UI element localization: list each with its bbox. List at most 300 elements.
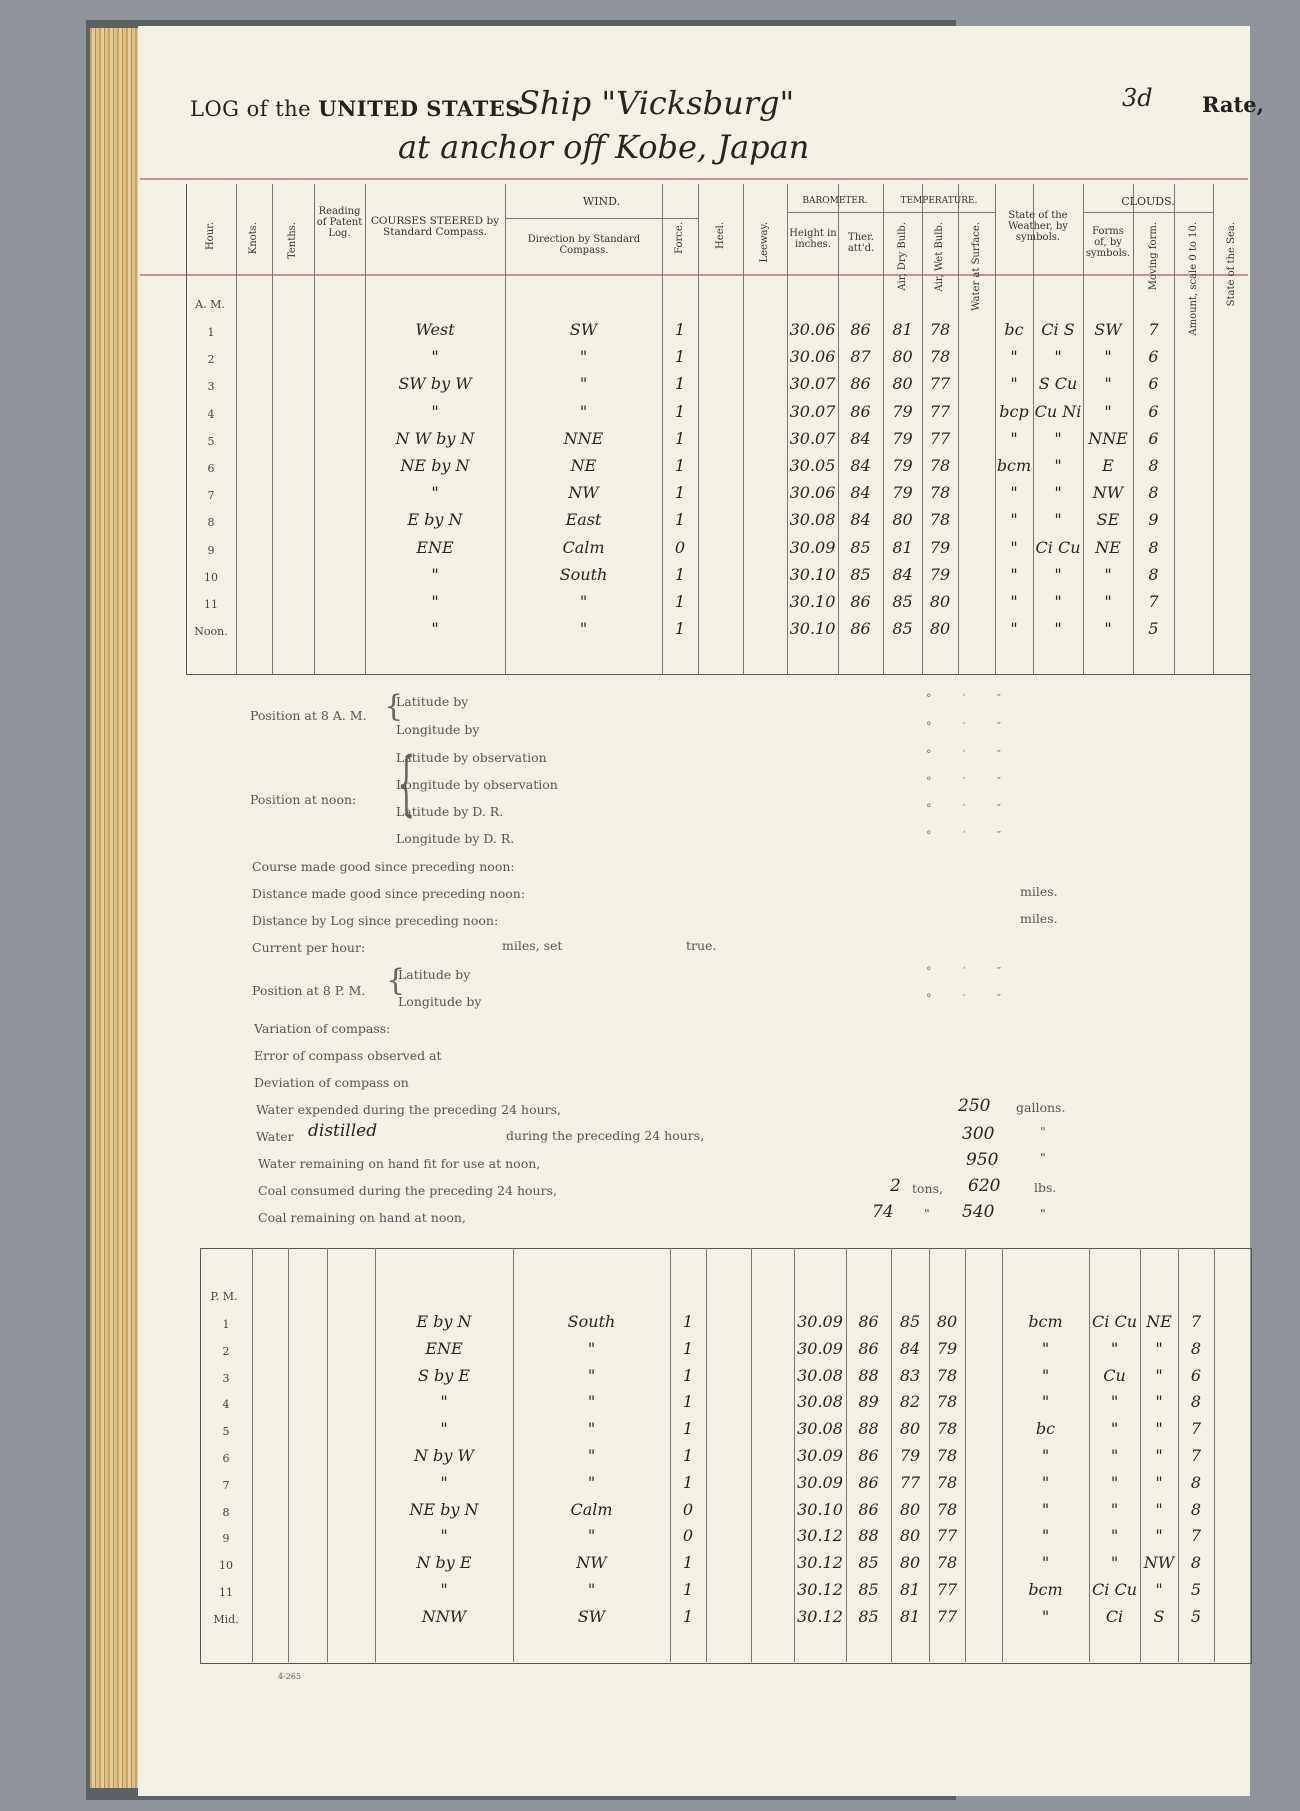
am-cell-moving: " [1104, 564, 1112, 584]
water-expended-value: 250 [958, 1096, 991, 1116]
water-distilled-ditto: " [1040, 1124, 1046, 1139]
pm-cell-amount: 7 [1190, 1419, 1202, 1439]
pm-column-rule [327, 1248, 328, 1662]
am-cell-height: 30.08 [789, 510, 836, 530]
water-remaining-label: Water remaining on hand fit for use at noon, [258, 1156, 541, 1171]
pm-cell-wet: 78 [936, 1392, 958, 1412]
am-cell-force: 1 [674, 428, 686, 448]
am-cell-ther: 87 [850, 347, 871, 367]
pm-cell-weather: " [1041, 1606, 1050, 1626]
am-cell-forms: Ci S [1041, 320, 1075, 339]
am-cell-dir: East [565, 510, 602, 530]
pm-cell-dir: " [587, 1472, 596, 1492]
distance-made-good: Distance made good since preceding noon: [252, 886, 526, 901]
pm-cell-dry: 83 [899, 1365, 921, 1385]
pm-cell-ther: 86 [858, 1472, 879, 1492]
pm-column-rule [706, 1248, 707, 1662]
pm-cell-dir: NW [576, 1553, 607, 1573]
pm-cell-weather: " [1041, 1392, 1050, 1412]
pm-cell-amount: 7 [1190, 1526, 1202, 1546]
am-label: A. M. [195, 298, 225, 311]
pm-cell-wet: 78 [936, 1419, 958, 1439]
lat-obs-noon: Latitude by observation [396, 750, 547, 765]
am-column-rule [1213, 184, 1214, 674]
pm-cell-force: 1 [682, 1365, 694, 1385]
pm-cell-course: N by E [416, 1553, 472, 1573]
pm-cell-amount: 6 [1190, 1365, 1202, 1385]
pm-cell-force: 1 [682, 1446, 694, 1465]
am-cell-ther: 84 [850, 483, 871, 503]
am-column-rule [272, 184, 273, 674]
coal-consumed-tons-unit: tons, [912, 1181, 943, 1196]
am-cell-amount: 6 [1148, 347, 1159, 367]
am-cell-dir: South [559, 564, 608, 584]
pm-cell-height: 30.09 [797, 1312, 843, 1331]
pm-cell-weather: " [1041, 1499, 1050, 1519]
am-cell-amount: 6 [1148, 374, 1159, 394]
header-temperature: TEMPERATURE. [900, 196, 978, 206]
am-cell-dry: 81 [892, 537, 913, 557]
pm-cell-wet: 78 [936, 1499, 958, 1519]
pm-cell-course: " [440, 1472, 448, 1492]
am-cell-weather: " [1010, 347, 1018, 367]
pm-cell-amount: 8 [1190, 1553, 1202, 1573]
pm-hour-label: 6 [222, 1452, 230, 1465]
am-cell-ther: 84 [850, 510, 871, 530]
am-table-bottom [186, 674, 1250, 675]
am-cell-height: 30.10 [789, 564, 836, 584]
pm-cell-amount: 5 [1190, 1606, 1202, 1626]
pm-cell-amount: 8 [1190, 1499, 1202, 1519]
header-courses: COURSES STEERED by Standard Compass. [370, 215, 500, 238]
pm-cell-ther: 86 [858, 1312, 879, 1331]
water-expended-label: Water expended during the preceding 24 hours, [256, 1102, 562, 1117]
pm-cell-dry: 79 [899, 1446, 921, 1465]
ship-location: at anchor off Kobe, Japan [398, 128, 810, 166]
header-heel: Heel. [714, 222, 726, 249]
brace-8pm: { [386, 963, 406, 998]
pm-cell-moving: " [1155, 1365, 1163, 1385]
pm-cell-dry: 80 [899, 1419, 921, 1439]
log-title: LOG of the UNITED STATES [190, 96, 521, 121]
brace-noon: { [397, 742, 416, 824]
am-cell-height: 30.06 [789, 483, 836, 503]
pm-cell-ther: 86 [858, 1446, 879, 1465]
am-hour-label: 3 [207, 380, 215, 394]
am-cell-force: 1 [674, 564, 686, 584]
am-cell-amount: 8 [1148, 537, 1159, 557]
pm-cell-force: 1 [682, 1580, 694, 1599]
am-cell-dry: 85 [892, 619, 913, 639]
am-cell-weather: " [1010, 564, 1018, 584]
current-miles-set: miles, set [502, 938, 563, 953]
am-cell-height: 30.06 [789, 347, 836, 367]
pm-cell-forms: " [1110, 1446, 1119, 1465]
pm-cell-height: 30.09 [797, 1472, 843, 1492]
pm-cell-force: 1 [682, 1392, 694, 1412]
water-gallons: gallons. [1016, 1100, 1066, 1115]
header-height: Height in inches. [789, 228, 837, 250]
am-hour-label: 1 [207, 326, 215, 339]
pm-cell-forms: " [1110, 1472, 1119, 1492]
am-cell-weather: bc [1004, 320, 1024, 339]
pm-cell-wet: 78 [936, 1553, 958, 1573]
pm-cell-dir: " [587, 1446, 596, 1465]
pm-cell-course: N by W [414, 1446, 474, 1465]
am-cell-forms: " [1054, 510, 1062, 530]
am-cell-wet: 78 [929, 510, 951, 530]
lat-dr-noon: Latitude by D. R. [396, 804, 504, 819]
pm-cell-weather: " [1041, 1365, 1050, 1385]
am-cell-weather: " [1010, 510, 1018, 530]
am-cell-force: 1 [674, 619, 686, 639]
pm-cell-course: NE by N [409, 1499, 479, 1519]
pm-cell-height: 30.08 [797, 1419, 843, 1439]
pm-cell-height: 30.09 [797, 1338, 843, 1358]
pm-cell-height: 30.12 [797, 1526, 843, 1546]
am-cell-course: " [431, 619, 439, 639]
am-cell-force: 1 [674, 401, 686, 421]
pm-cell-course: " [440, 1580, 448, 1599]
am-cell-force: 1 [674, 510, 686, 530]
am-cell-dir: " [579, 592, 588, 611]
pm-cell-force: 1 [682, 1338, 694, 1358]
coal-remaining-ditto: " [924, 1206, 930, 1221]
am-cell-ther: 85 [850, 537, 871, 557]
deviation-of-compass: Deviation of compass on [254, 1075, 409, 1090]
am-hour-label: 4 [207, 407, 215, 421]
am-cell-dry: 79 [892, 483, 913, 503]
pm-column-rule [288, 1248, 289, 1662]
pm-column-rule [965, 1248, 966, 1662]
am-cell-force: 1 [674, 592, 686, 611]
pm-cell-forms: Ci Cu [1092, 1312, 1137, 1331]
pm-cell-forms: " [1110, 1392, 1119, 1412]
am-cell-ther: 86 [850, 320, 871, 339]
am-column-rule [1174, 184, 1175, 674]
am-cell-moving: " [1104, 401, 1112, 421]
rate-number: 3d [1122, 84, 1153, 112]
am-cell-moving: " [1104, 592, 1112, 611]
clouds-group-rule [1083, 212, 1213, 213]
pm-cell-forms: Ci Cu [1092, 1580, 1137, 1599]
pm-cell-amount: 8 [1190, 1392, 1202, 1412]
pm-cell-dir: South [567, 1312, 616, 1331]
baro-temp-group-rule [787, 212, 995, 213]
pm-hour-label: 5 [222, 1425, 230, 1439]
water-distilled-value: 300 [962, 1124, 995, 1144]
am-cell-height: 30.09 [789, 537, 836, 557]
am-cell-moving: SE [1096, 510, 1120, 530]
am-cell-weather: " [1010, 374, 1018, 394]
am-cell-dir: NW [568, 483, 599, 503]
pm-cell-amount: 8 [1190, 1472, 1202, 1492]
pm-cell-force: 1 [682, 1606, 694, 1626]
pm-cell-forms: " [1110, 1419, 1119, 1439]
am-cell-wet: 80 [929, 592, 951, 611]
pm-cell-weather: bcm [1028, 1580, 1063, 1599]
am-cell-wet: 79 [929, 564, 951, 584]
pm-cell-height: 30.12 [797, 1553, 843, 1573]
am-cell-force: 1 [674, 320, 686, 339]
am-cell-ther: 84 [850, 456, 871, 475]
am-cell-moving: " [1104, 347, 1112, 367]
am-cell-ther: 86 [850, 374, 871, 394]
water-word: Water [256, 1129, 294, 1144]
header-hour: Hour. [205, 222, 216, 251]
pm-cell-amount: 7 [1190, 1446, 1202, 1465]
brace-8am: { [384, 689, 404, 724]
am-cell-amount: 5 [1148, 619, 1159, 639]
am-cell-forms: " [1054, 428, 1062, 448]
am-cell-amount: 8 [1148, 564, 1159, 584]
pm-hour-label: 11 [219, 1586, 233, 1599]
distance-log-miles: miles. [1020, 911, 1058, 926]
am-cell-ther: 85 [850, 564, 871, 584]
am-cell-height: 30.05 [789, 456, 836, 475]
lon-dr-noon: Longitude by D. R. [396, 831, 515, 846]
am-cell-dry: 80 [892, 510, 913, 530]
am-cell-dry: 80 [892, 347, 913, 367]
header-ther-attd: Ther. att'd. [847, 232, 875, 254]
current-true: true. [686, 938, 717, 953]
deg-lat-obs: ° ′ ″ [926, 748, 1016, 761]
am-cell-dir: SW [569, 320, 598, 339]
pm-cell-moving: " [1155, 1446, 1163, 1465]
pm-cell-ther: 88 [858, 1526, 879, 1546]
am-cell-wet: 77 [929, 374, 951, 394]
header-force: Force. [674, 222, 685, 254]
coal-remaining-label: Coal remaining on hand at noon, [258, 1210, 466, 1225]
header-wind-direction: Direction by Standard Compass. [527, 234, 641, 256]
pm-cell-dir: " [587, 1580, 596, 1599]
position-8pm-label: Position at 8 P. M. [252, 983, 366, 998]
header-water-surface: Water at Surface. [970, 222, 982, 311]
header-weather: State of the Weather, by symbols. [1008, 210, 1068, 243]
am-cell-dir: " [579, 374, 588, 394]
header-air-wet: Air, Wet Bulb. [934, 222, 945, 292]
am-cell-weather: " [1010, 483, 1018, 503]
pm-cell-forms: Ci [1105, 1606, 1124, 1626]
lon-by-8am: Longitude by [396, 722, 480, 737]
lat-by-8am: Latitude by [396, 694, 469, 709]
am-cell-wet: 77 [929, 428, 951, 448]
pm-cell-force: 0 [682, 1499, 694, 1519]
pm-cell-force: 1 [682, 1472, 694, 1492]
pm-column-rule [751, 1248, 752, 1662]
pm-cell-weather: " [1041, 1472, 1050, 1492]
header-moving-form: Moving form. [1147, 222, 1159, 291]
pm-cell-moving: NW [1143, 1553, 1175, 1573]
am-cell-dir: Calm [562, 537, 605, 557]
coal-consumed-tons: 2 [890, 1176, 901, 1196]
pm-cell-dir: " [587, 1365, 596, 1385]
header-cloud-forms: Forms of, by symbols. [1085, 226, 1131, 259]
am-column-rule [698, 184, 699, 674]
pm-hour-label: 2 [222, 1344, 230, 1358]
pm-cell-course: ENE [425, 1338, 463, 1358]
pink-rule-top [140, 178, 1248, 180]
deg-lat-dr: ° ′ ″ [926, 802, 1016, 815]
pm-column-rule [252, 1248, 253, 1662]
pm-hour-label: 1 [222, 1318, 230, 1331]
ship-name: Ship "Vicksburg" [518, 84, 795, 122]
pm-cell-dry: 80 [899, 1499, 921, 1519]
am-cell-force: 1 [674, 347, 686, 367]
header-sea-state: State of the Sea. [1225, 222, 1237, 307]
am-cell-forms: " [1054, 564, 1062, 584]
am-cell-wet: 79 [929, 537, 951, 557]
am-cell-moving: NW [1092, 483, 1124, 503]
am-cell-force: 0 [674, 537, 686, 557]
pm-cell-moving: " [1155, 1526, 1163, 1546]
pm-cell-wet: 77 [936, 1580, 958, 1599]
distance-made-miles: miles. [1020, 884, 1058, 899]
pm-cell-height: 30.12 [797, 1580, 843, 1599]
am-cell-height: 30.06 [789, 320, 836, 339]
pm-cell-wet: 77 [936, 1526, 958, 1546]
am-cell-height: 30.07 [789, 401, 836, 421]
am-cell-dir: NNE [563, 428, 604, 448]
coal-remaining-tons: 74 [872, 1202, 894, 1222]
pm-cell-moving: " [1155, 1580, 1163, 1599]
pm-cell-ther: 85 [858, 1606, 879, 1626]
pm-cell-ther: 86 [858, 1499, 879, 1519]
pm-cell-weather: " [1041, 1446, 1050, 1465]
water-how: distilled [308, 1121, 378, 1141]
pm-cell-wet: 77 [936, 1606, 958, 1626]
pm-cell-height: 30.08 [797, 1392, 843, 1412]
am-cell-forms: Ci Cu [1035, 537, 1081, 557]
am-cell-height: 30.07 [789, 428, 836, 448]
pm-cell-forms: " [1110, 1553, 1119, 1573]
pm-cell-dir: " [587, 1526, 596, 1546]
header-clouds: CLOUDS. [1121, 195, 1175, 208]
pm-cell-moving: S [1153, 1606, 1165, 1626]
pm-cell-moving: " [1155, 1472, 1163, 1492]
pm-cell-amount: 7 [1190, 1312, 1202, 1331]
am-cell-weather: " [1010, 619, 1018, 639]
pm-cell-dir: SW [577, 1606, 606, 1626]
am-hour-label: 10 [204, 570, 218, 584]
am-cell-amount: 6 [1148, 428, 1159, 448]
am-cell-forms: " [1054, 347, 1062, 367]
deg-lat-8am: ° ′ ″ [926, 692, 1016, 705]
position-8am-label: Position at 8 A. M. [250, 708, 367, 723]
pm-cell-moving: " [1155, 1392, 1163, 1412]
pm-cell-forms: Cu [1103, 1365, 1126, 1385]
header-wind: WIND. [582, 195, 621, 208]
pm-hour-label: 4 [222, 1398, 230, 1412]
am-cell-amount: 8 [1148, 483, 1159, 503]
am-cell-wet: 78 [929, 320, 951, 339]
rate-label: Rate, [1202, 92, 1264, 117]
pm-hour-label: 3 [222, 1371, 230, 1385]
am-cell-course: SW by W [398, 374, 472, 394]
pm-cell-amount: 8 [1190, 1338, 1202, 1358]
am-cell-course: " [431, 347, 439, 367]
water-during-label: during the preceding 24 hours, [506, 1128, 705, 1143]
am-cell-dry: 84 [892, 564, 913, 584]
header-air-dry: Air, Dry Bulb. [896, 222, 908, 291]
am-cell-ther: 86 [850, 592, 871, 611]
am-cell-course: " [431, 401, 439, 421]
pm-cell-moving: " [1155, 1338, 1163, 1358]
pm-cell-dry: 81 [899, 1580, 921, 1599]
pm-cell-weather: bcm [1028, 1312, 1063, 1331]
am-cell-amount: 7 [1148, 320, 1159, 339]
pm-cell-weather: " [1041, 1526, 1050, 1546]
am-hour-label: Noon. [194, 625, 228, 639]
am-cell-forms: Cu Ni [1034, 401, 1082, 421]
pm-cell-amount: 5 [1190, 1580, 1202, 1599]
pm-cell-force: 0 [682, 1526, 694, 1546]
pm-cell-dir: Calm [570, 1499, 613, 1519]
error-of-compass: Error of compass observed at [254, 1048, 442, 1063]
am-cell-weather: " [1010, 428, 1018, 448]
pm-cell-ther: 88 [858, 1365, 879, 1385]
am-hour-label: 7 [207, 489, 215, 503]
pm-hour-label: 10 [219, 1559, 233, 1573]
am-cell-dry: 81 [892, 320, 913, 339]
pm-cell-dry: 77 [899, 1472, 921, 1492]
am-cell-height: 30.10 [789, 619, 836, 639]
pm-cell-weather: bc [1035, 1419, 1056, 1439]
pm-label: P. M. [210, 1290, 238, 1303]
am-cell-weather: " [1010, 592, 1018, 611]
am-cell-amount: 7 [1148, 592, 1159, 611]
pm-cell-dir: " [587, 1419, 596, 1439]
am-cell-wet: 78 [929, 483, 951, 503]
am-cell-ther: 86 [850, 619, 871, 639]
lat-by-8pm: Latitude by [398, 967, 471, 982]
coal-consumed-label: Coal consumed during the preceding 24 hours, [258, 1183, 557, 1198]
pm-cell-course: E by N [416, 1312, 472, 1331]
current-per-hour: Current per hour: [252, 940, 366, 955]
header-barometer: BAROMETER. [802, 196, 868, 206]
pm-cell-force: 1 [682, 1419, 694, 1439]
am-cell-course: ENE [416, 537, 454, 557]
pm-cell-force: 1 [682, 1312, 694, 1331]
am-cell-dry: 85 [892, 592, 913, 611]
pm-cell-moving: " [1155, 1499, 1163, 1519]
am-cell-amount: 9 [1148, 510, 1159, 530]
pm-cell-dry: 80 [899, 1553, 921, 1573]
am-cell-weather: " [1010, 537, 1018, 557]
coal-remaining-lbs: 540 [962, 1202, 995, 1222]
pm-cell-course: " [440, 1526, 448, 1546]
am-cell-dir: " [579, 347, 588, 367]
am-column-rule [958, 184, 959, 674]
pm-cell-height: 30.09 [797, 1446, 843, 1465]
pm-cell-course: " [440, 1392, 448, 1412]
pm-cell-height: 30.08 [797, 1365, 843, 1385]
pm-cell-weather: " [1041, 1553, 1050, 1573]
am-cell-wet: 78 [929, 456, 951, 475]
am-cell-course: " [431, 592, 439, 611]
pm-cell-wet: 78 [936, 1446, 958, 1465]
am-cell-dry: 80 [892, 374, 913, 394]
am-cell-wet: 77 [929, 401, 951, 421]
am-cell-course: NE by N [400, 456, 470, 475]
pm-cell-ther: 85 [858, 1580, 879, 1599]
pm-cell-ther: 86 [858, 1338, 879, 1358]
header-amount: Amount, scale 0 to 10. [1187, 222, 1199, 336]
pm-hour-label: Mid. [213, 1612, 239, 1626]
am-column-rule [314, 184, 315, 674]
pm-cell-forms: " [1110, 1526, 1119, 1546]
pm-cell-ther: 88 [858, 1419, 879, 1439]
